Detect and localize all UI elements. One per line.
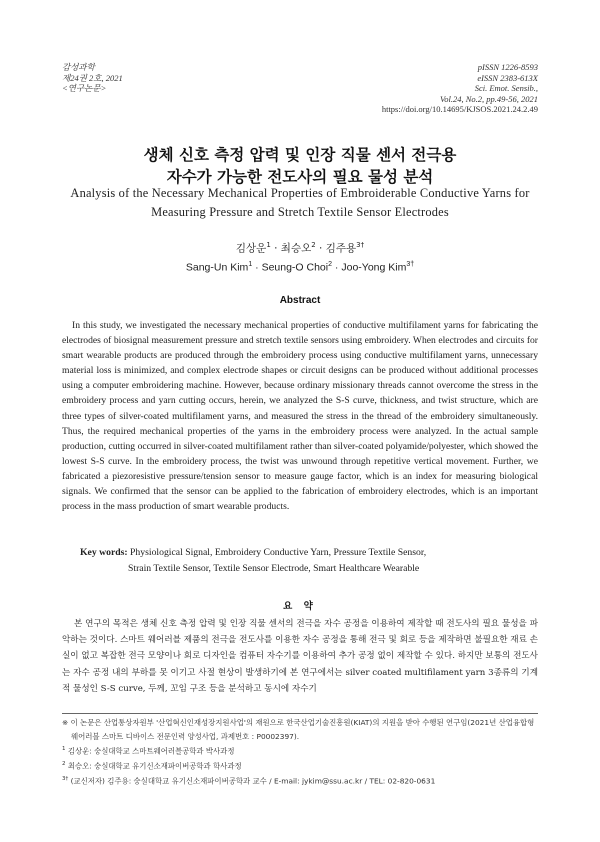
affiliation-footnote bbox=[62, 758, 538, 773]
author-affiliation-mark: 3† bbox=[356, 241, 365, 249]
footnote-marker: 3† bbox=[62, 776, 69, 783]
authors-korean bbox=[0, 238, 600, 256]
author-separator: · bbox=[252, 261, 262, 274]
keywords-label: Key words: bbox=[80, 547, 128, 558]
footnote-marker: 1 bbox=[62, 746, 66, 753]
funding-footnote bbox=[62, 716, 538, 743]
doi-link[interactable]: https://doi.org/10.14695/KJSOS.2021.24.2.49 bbox=[381, 104, 538, 114]
footnotes bbox=[62, 716, 538, 788]
title-english-line1: Analysis of the Necessary Mechanical Properties of Embroiderable Conductive Yarns for bbox=[70, 186, 530, 200]
footnote-divider bbox=[62, 713, 538, 714]
author-separator: · bbox=[315, 242, 326, 255]
keywords bbox=[80, 545, 540, 577]
footnote-text: 최승오: 숭실대학교 유기신소재파이버공학과 학사과정 bbox=[67, 761, 242, 771]
korean-summary-text: 본 연구의 목적은 생체 신호 측정 압력 및 인장 직물 센서의 전극을 자수 공정을 이용하여 제작할 때 전도사의 필요 물성을 파악하는 것이다. 스마트 웨어러블 제품의 전극을 전도사를 이용한 자수 공정을 통해 전극 및 회로 등을 제작하면 불필요한 재료 손실이 없고 복잡한 전극 모양이나 회로 디자인을 컴퓨터 자수기를 이용하여 추가 공정 없이 제작할 수 있다. 하지만 보통의 전도사는 자수 공정 내의 부하를 못 이기고 사절 현상이 발생하기에 본 연구에서는 silver coated multifilament yarn 3종류의 기계적 물성인 S-S curve, 두께, 꼬임 구조 등을 분석하고 동시에 자수기 bbox=[62, 619, 538, 694]
affiliation-footnote bbox=[62, 743, 538, 758]
volume-pages: Vol.24, No.2, pp.49-56, 2021 bbox=[440, 93, 538, 104]
journal-name: 감성과학 bbox=[62, 62, 95, 72]
author-name: 김상운 bbox=[235, 242, 267, 255]
author-affiliation-mark: 2 bbox=[311, 241, 316, 249]
title-korean-line2: 자수가 가능한 전도사의 필요 물성 분석 bbox=[166, 168, 434, 186]
author-name: Sang-Un Kim bbox=[185, 261, 249, 274]
title-korean-line1: 생체 신호 측정 압력 및 인장 직물 센서 전극용 bbox=[143, 146, 457, 164]
footnote-text: (교신저자) 김주용: 숭실대학교 유기신소재파이버공학과 교수 / E-mail: jykim@ssu.ac.kr / TEL: 02-820-0631 bbox=[70, 776, 436, 786]
footnote-text: 이 논문은 산업통상자원부 '산업혁신인재성장지원사업'의 재원으로 한국산업기술진흥원(KIAT)의 지원을 받아 수행된 연구임(2021년 산업융합형 웨어러블 스마트 디바이스 전문인력 양성사업, 과제번호 : P0002397). bbox=[70, 718, 535, 741]
author-affiliation-mark: 2 bbox=[328, 261, 333, 268]
footnote-marker: 2 bbox=[62, 761, 66, 768]
corresponding-author-footnote bbox=[62, 773, 538, 788]
author-separator: · bbox=[332, 261, 342, 274]
author-name: 김주용 bbox=[325, 242, 357, 255]
title-english-line2: Measuring Pressure and Stretch Textile Sensor Electrodes bbox=[151, 205, 449, 219]
author-name: Joo-Yong Kim bbox=[341, 261, 407, 274]
author-name: 최승오 bbox=[280, 242, 312, 255]
author-affiliation-mark: 1 bbox=[266, 241, 271, 249]
footnote-text: 김상운: 숭실대학교 스마트웨어러블공학과 박사과정 bbox=[67, 746, 235, 756]
journal-header-right bbox=[382, 62, 538, 115]
author-affiliation-mark: 1 bbox=[248, 261, 253, 268]
korean-summary-heading: 요 약 bbox=[283, 601, 317, 612]
pissn: pISSN 1226-8593 bbox=[477, 62, 538, 72]
journal-header-left bbox=[62, 62, 123, 94]
journal-abbrev: Sci. Emot. Sensib., bbox=[474, 83, 538, 93]
keywords-line2: Strain Textile Sensor, Textile Sensor Electrode, Smart Healthcare Wearable bbox=[128, 563, 420, 574]
title-korean bbox=[0, 144, 600, 188]
journal-volume: 제24권 2호, 2021 bbox=[62, 72, 123, 83]
author-separator: · bbox=[270, 242, 281, 255]
author-affiliation-mark: 3† bbox=[406, 261, 415, 268]
eissn: eISSN 2383-613X bbox=[477, 72, 538, 83]
title-english bbox=[0, 184, 600, 222]
authors-english bbox=[0, 258, 600, 275]
article-type: <연구논문> bbox=[62, 83, 107, 93]
abstract-heading: Abstract bbox=[279, 295, 321, 306]
author-name: Seung-O Choi bbox=[261, 261, 329, 274]
footnote-marker: ※ bbox=[62, 718, 69, 727]
keywords-line1: Physiological Signal, Embroidery Conductive Yarn, Pressure Textile Sensor, bbox=[130, 547, 427, 558]
abstract-text: In this study, we investigated the necessary mechanical properties of conductive multifilament yarns for fabricating the electrodes of biosignal measurement pressure and stretch textile sensors using embroidery. When electrodes and circuits for smart wearable products are produced through the embroidery process using conductive multifilament yarns, unnecessary material loss is minimized, and complex electrode shapes or circuit designs can be produced without additional processes using a computer embroidering machine. However, because ordinary missionary threads cannot overcome the stress in the embroidery process and yarn cutting occurs, herein, we analyzed the S-S curve, thickness, and twist structure, which are three types of silver-coated multifilament yarns, and measured the stress in the thread of the embroidery simultaneously. Thus, the required mechanical properties of the yarns in the embroidery process were analyzed. In the actual sample production, cutting occurred in silver-coated multifilament rather than silver-coated polyamide/polyester, which showed the lowest S-S curve. In the embroidery process, the twist was unwound through repetitive vertical movement. Further, we fabricated a piezoresistive pressure/tension sensor to measure gauge factor, which is an index for measuring biological signals. We confirmed that the sensor can be applied to the fabrication of embroidery electrodes, which is an important process in the mass production of smart wearable products. bbox=[62, 320, 538, 513]
